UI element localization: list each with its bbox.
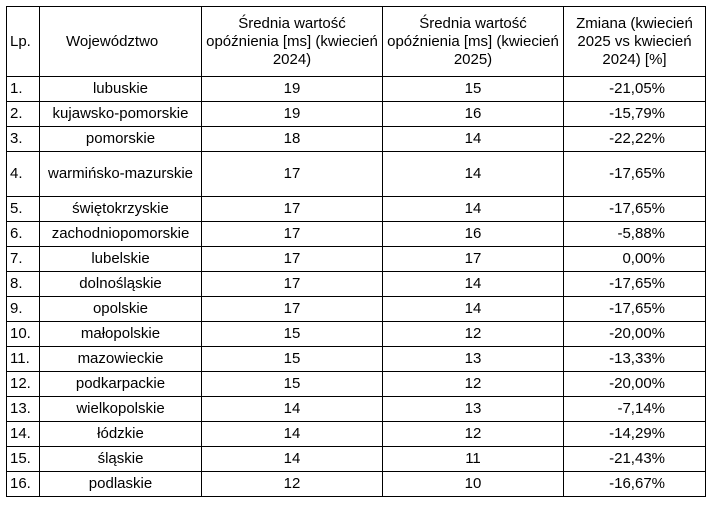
row-change: -17,65% — [564, 152, 706, 197]
row-lp: 4. — [7, 152, 40, 197]
row-2024: 15 — [202, 347, 383, 372]
row-2025: 14 — [383, 297, 564, 322]
row-2025: 13 — [383, 347, 564, 372]
row-name: pomorskie — [40, 127, 202, 152]
latency-table — [6, 6, 706, 497]
row-change: -21,05% — [564, 77, 706, 102]
row-2024: 18 — [202, 127, 383, 152]
row-change: -15,79% — [564, 102, 706, 127]
row-name: lubelskie — [40, 247, 202, 272]
row-name: lubuskie — [40, 77, 202, 102]
header-wojewodztwo: Województwo — [40, 7, 202, 77]
row-2024: 19 — [202, 102, 383, 127]
row-lp: 12. — [7, 372, 40, 397]
table-row — [7, 372, 706, 397]
header-row — [7, 7, 706, 77]
row-2024: 17 — [202, 272, 383, 297]
row-lp: 13. — [7, 397, 40, 422]
row-2025: 14 — [383, 197, 564, 222]
row-2025: 17 — [383, 247, 564, 272]
row-lp: 7. — [7, 247, 40, 272]
row-2025: 13 — [383, 397, 564, 422]
row-lp: 9. — [7, 297, 40, 322]
row-name: opolskie — [40, 297, 202, 322]
row-change: -20,00% — [564, 322, 706, 347]
row-name: wielkopolskie — [40, 397, 202, 422]
row-change: -14,29% — [564, 422, 706, 447]
table-row — [7, 152, 706, 197]
row-name: śląskie — [40, 447, 202, 472]
row-change: -16,67% — [564, 472, 706, 497]
row-lp: 8. — [7, 272, 40, 297]
row-change: -21,43% — [564, 447, 706, 472]
row-2024: 12 — [202, 472, 383, 497]
table-row — [7, 472, 706, 497]
table-row — [7, 197, 706, 222]
header-lp: Lp. — [7, 7, 40, 77]
table-row — [7, 272, 706, 297]
row-2024: 17 — [202, 222, 383, 247]
row-name: mazowieckie — [40, 347, 202, 372]
row-2025: 16 — [383, 222, 564, 247]
table-row — [7, 222, 706, 247]
table-row — [7, 322, 706, 347]
row-lp: 3. — [7, 127, 40, 152]
row-2025: 12 — [383, 322, 564, 347]
row-lp: 14. — [7, 422, 40, 447]
row-change: -20,00% — [564, 372, 706, 397]
row-2024: 17 — [202, 247, 383, 272]
row-2025: 16 — [383, 102, 564, 127]
table-row — [7, 247, 706, 272]
row-lp: 16. — [7, 472, 40, 497]
row-name: podlaskie — [40, 472, 202, 497]
row-2024: 17 — [202, 197, 383, 222]
row-2025: 10 — [383, 472, 564, 497]
row-lp: 2. — [7, 102, 40, 127]
row-2025: 15 — [383, 77, 564, 102]
row-name: łódzkie — [40, 422, 202, 447]
row-change: 0,00% — [564, 247, 706, 272]
row-2024: 19 — [202, 77, 383, 102]
row-lp: 6. — [7, 222, 40, 247]
header-2024: Średnia wartość opóźnienia [ms] (kwiecień 2024) — [202, 7, 383, 77]
header-2025: Średnia wartość opóźnienia [ms] (kwiecień 2025) — [383, 7, 564, 77]
row-name: świętokrzyskie — [40, 197, 202, 222]
row-change: -5,88% — [564, 222, 706, 247]
row-name: kujawsko-pomorskie — [40, 102, 202, 127]
row-name: zachodniopomorskie — [40, 222, 202, 247]
row-2025: 12 — [383, 372, 564, 397]
table-row — [7, 77, 706, 102]
table-row — [7, 102, 706, 127]
row-lp: 1. — [7, 77, 40, 102]
row-2024: 14 — [202, 397, 383, 422]
row-name: podkarpackie — [40, 372, 202, 397]
row-2024: 17 — [202, 152, 383, 197]
row-change: -7,14% — [564, 397, 706, 422]
row-2025: 14 — [383, 127, 564, 152]
table-row — [7, 127, 706, 152]
row-2024: 14 — [202, 422, 383, 447]
table-row — [7, 447, 706, 472]
row-2024: 17 — [202, 297, 383, 322]
table-row — [7, 422, 706, 447]
row-name: warmińsko-mazurskie — [40, 152, 202, 197]
row-change: -17,65% — [564, 272, 706, 297]
header-change: Zmiana (kwiecień 2025 vs kwiecień 2024) [%] — [564, 7, 706, 77]
row-2024: 15 — [202, 372, 383, 397]
row-2025: 12 — [383, 422, 564, 447]
row-2025: 14 — [383, 272, 564, 297]
table-row — [7, 347, 706, 372]
row-2025: 14 — [383, 152, 564, 197]
row-2025: 11 — [383, 447, 564, 472]
row-2024: 14 — [202, 447, 383, 472]
row-lp: 11. — [7, 347, 40, 372]
row-change: -17,65% — [564, 197, 706, 222]
table-row — [7, 297, 706, 322]
row-lp: 15. — [7, 447, 40, 472]
row-change: -17,65% — [564, 297, 706, 322]
row-name: dolnośląskie — [40, 272, 202, 297]
row-lp: 10. — [7, 322, 40, 347]
row-change: -13,33% — [564, 347, 706, 372]
row-2024: 15 — [202, 322, 383, 347]
row-lp: 5. — [7, 197, 40, 222]
table-row — [7, 397, 706, 422]
row-name: małopolskie — [40, 322, 202, 347]
row-change: -22,22% — [564, 127, 706, 152]
